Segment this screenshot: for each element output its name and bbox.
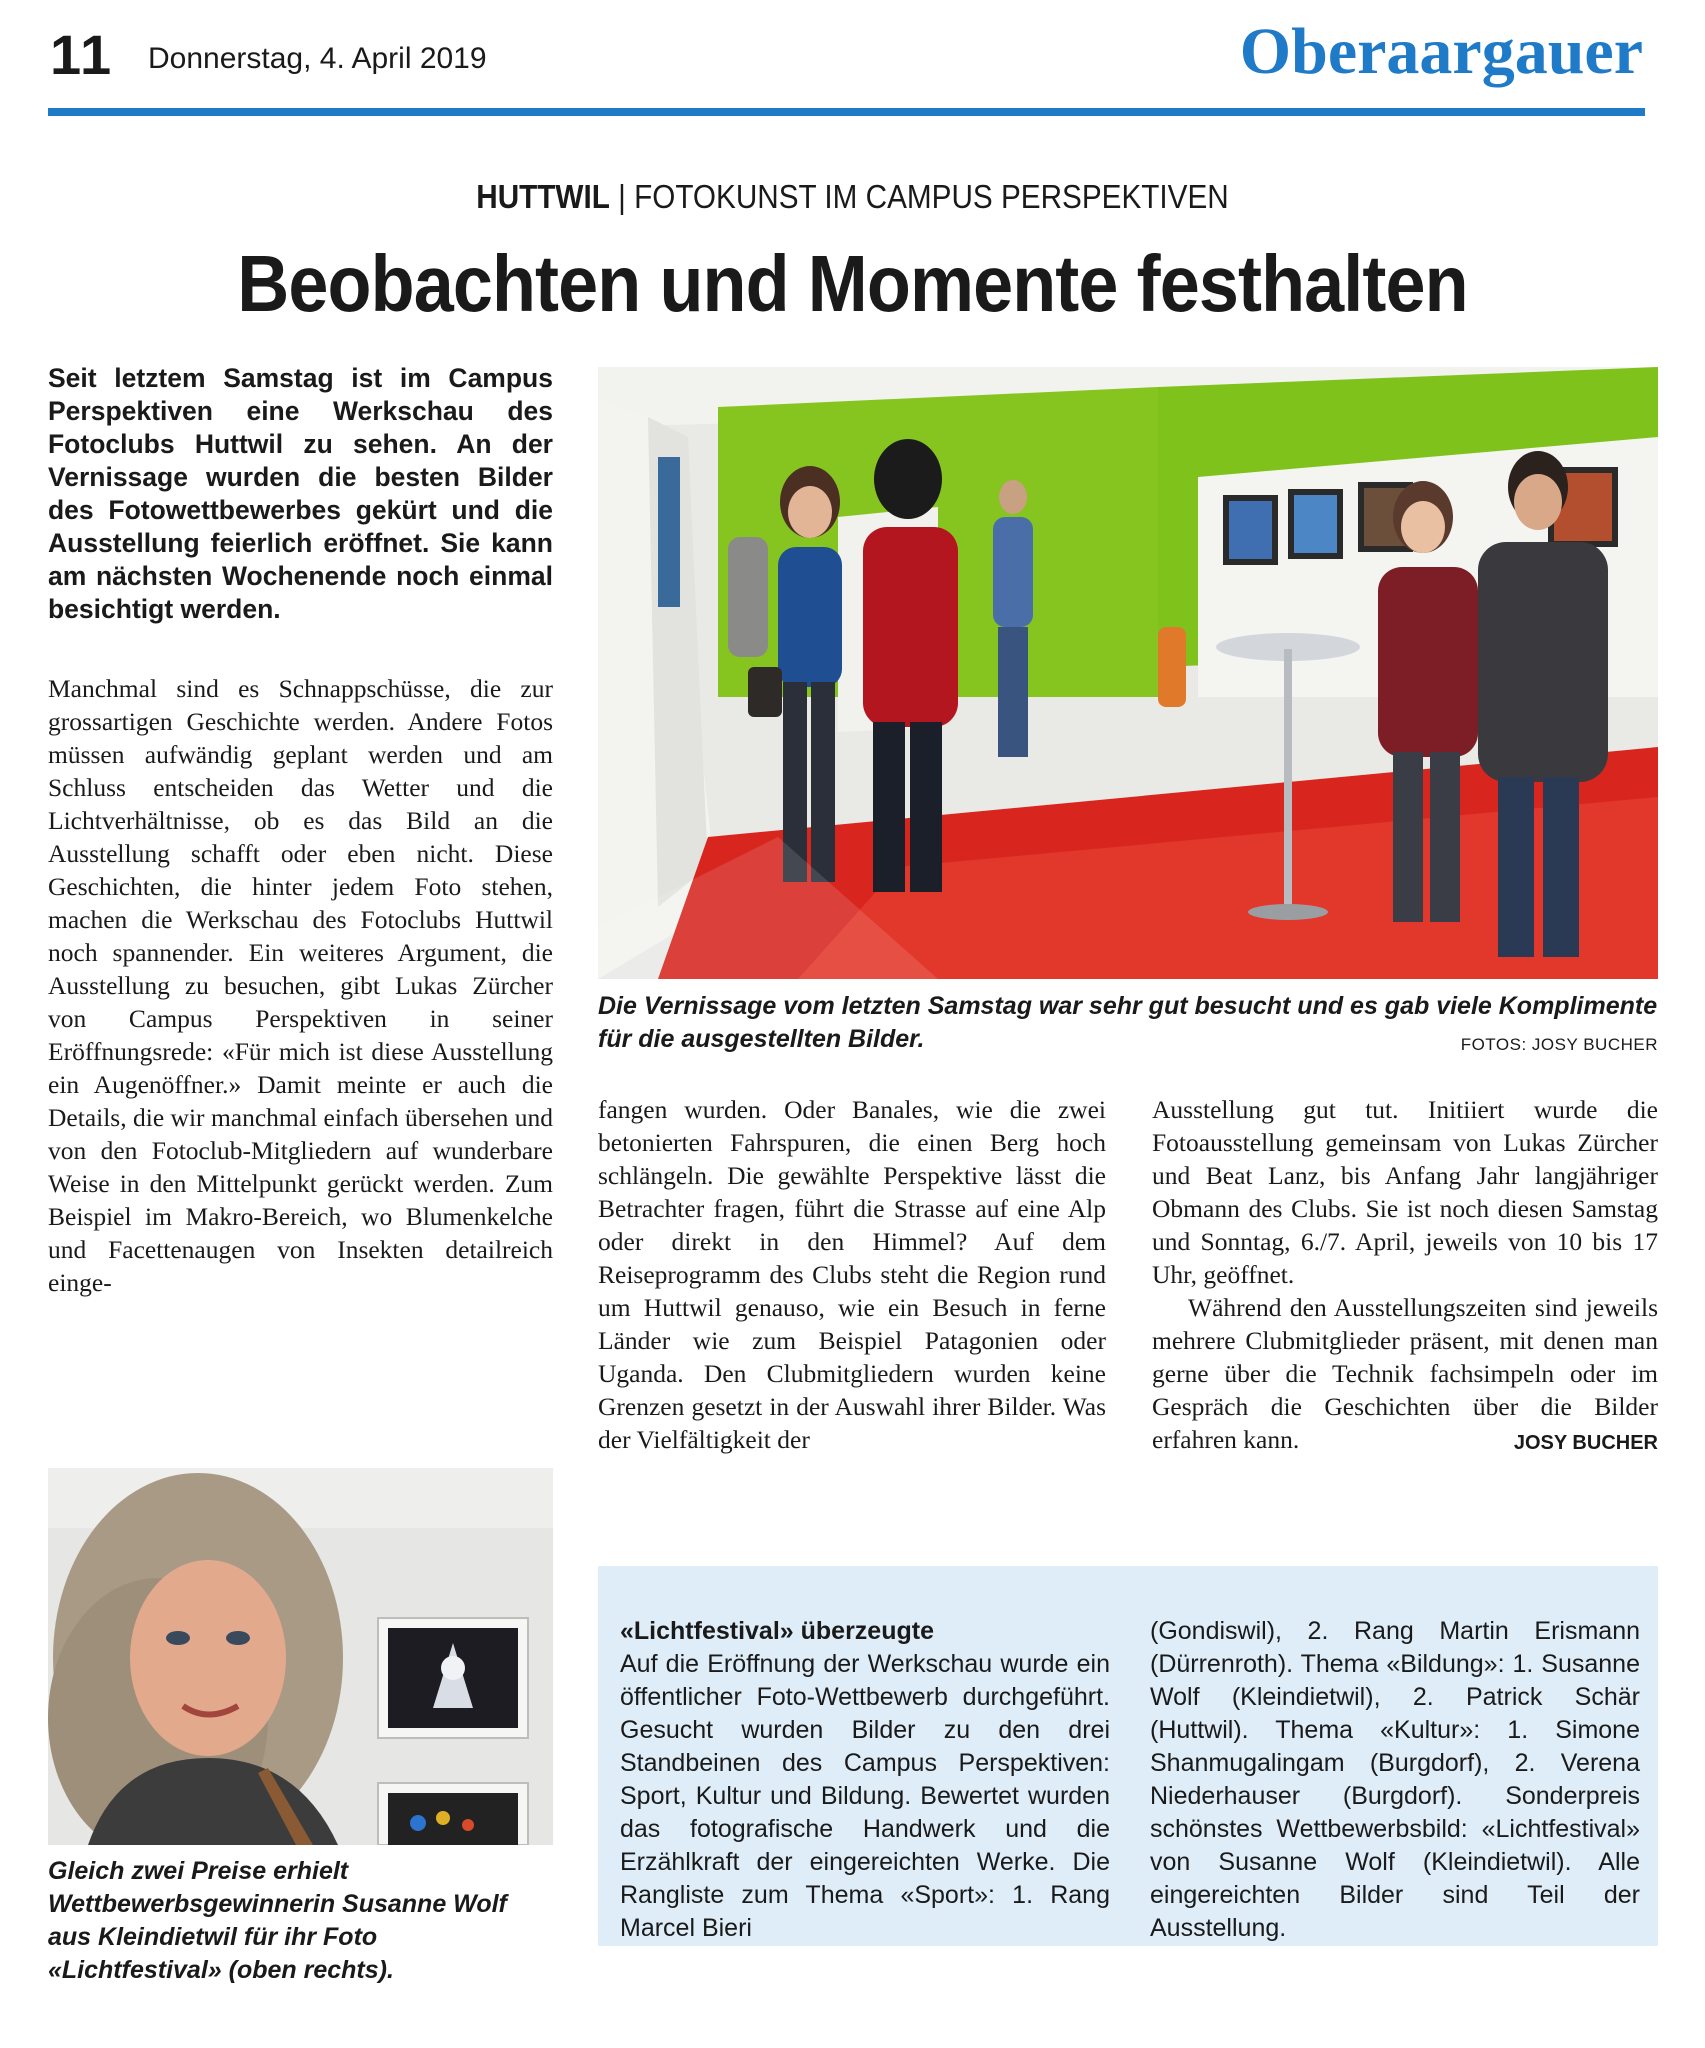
header-rule	[48, 108, 1645, 116]
column-3-paragraph-2	[1152, 1291, 1658, 1456]
headline: Beobachten und Momente festhalten	[237, 239, 1468, 328]
article-column-1: Manchmal sind es Schnappschüsse, die zur grossartigen Geschichte werden. Andere Fotos müssen aufwändig geplant werden und am Schluss entscheiden das Wetter und die Lichtverhältnisse, ob es das Bild an die Ausstellung schafft oder eben nicht. Diese Geschichten, die hinter jedem Foto stehen, machen die Werkschau des Fotoclubs Huttwil noch spannender. Ein weiteres Argument, die Ausstellung zu besuchen, gibt Lukas Zürcher von Campus Perspektiven in seiner Eröffnungsrede: «Für mich ist diese Ausstellung ein Augenöffner.» Damit meinte er auch die Details, die wir manchmal einfach übersehen und von den Fotoclub-Mitgliedern auf wunderbare Weise in den Mittelpunkt gerückt werden. Zum Beispiel im Makro-Bereich, wo Blumenkelche und Facettenaugen von Insekten detailreich einge-	[48, 674, 553, 1297]
kicker-location: HUTTWIL	[476, 178, 610, 215]
photo-credit: FOTOS: JOSY BUCHER	[1460, 1035, 1658, 1054]
portrait-caption: Gleich zwei Preise erhielt Wettbewerbsgewinnerin Susanne Wolf aus Kleindietwil für ihr Foto «Lichtfestival» (oben rechts).	[48, 1857, 507, 1984]
portrait-photo	[48, 1468, 553, 1845]
article-lead	[48, 362, 553, 626]
info-box-column-left	[620, 1615, 1110, 1945]
vernissage-photo	[598, 367, 1658, 979]
main-photo-caption: Die Vernissage vom letzten Samstag war sehr gut besucht und es gab viele Komplimente für die ausgestellten Bilder.	[598, 992, 1658, 1053]
article-column-3	[1152, 1093, 1658, 1460]
column-3-paragraph-2-text: Während den Ausstellungszeiten sind jeweils mehrere Clubmitglieder präsent, mit denen man gerne über die Technik fachsimpeln oder im Gespräch die Geschichten über die Bilder erfahren kann.	[1152, 1293, 1658, 1454]
kicker-topic: FOTOKUNST IM CAMPUS PERSPEKTIVEN	[634, 178, 1229, 215]
info-box-text-left: Auf die Eröffnung der Werkschau wurde ein öffentlicher Foto-Wettbewerb durchgeführt. Gesucht wurden Bilder zu den drei Standbeinen des Campus Perspektiven: Sport, Kultur und Bildung. Bewertet wurden das fotografische Handwerk und die Erzählkraft der eingereichten Werke. Die Rangliste zum Thema «Sport»: 1. Rang Marcel Bieri	[620, 1650, 1110, 1942]
info-box-title: «Lichtfestival» überzeugte	[620, 1617, 934, 1645]
issue-date: Donnerstag, 4. April 2019	[148, 42, 487, 75]
article-column-2: fangen wurden. Oder Banales, wie die zwei betonierten Fahrspuren, die einen Berg hoch schlängeln. Die gewählte Perspektive lässt die Betrachter fragen, führt die Strasse auf eine Alp oder direkt in den Himmel? Auf dem Reiseprogramm des Clubs steht die Region rund um Huttwil genauso, wie ein Besuch in ferne Länder wie zum Beispiel Patagonien oder Uganda. Den Clubmitgliedern wurden keine Grenzen gesetzt in der Auswahl ihrer Bilder. Was der Vielfältigkeit der	[598, 1095, 1106, 1454]
author-byline: JOSY BUCHER	[1513, 1432, 1658, 1454]
article-kicker	[85, 178, 1620, 216]
lead-text: Seit letztem Samstag ist im Campus Perspektiven eine Werkschau des Fotoclubs Huttwil zu sehen. An der Vernissage wurden die besten Bilder des Fotowettbewerbes gekürt und die Ausstellung feierlich eröffnet. Sie kann am nächsten Wochenende noch einmal besichtigt werden.	[48, 363, 553, 624]
masthead: Oberaargauer	[1239, 15, 1643, 88]
kicker-separator: |	[609, 178, 635, 215]
column-3-paragraph-1: Ausstellung gut tut. Initiiert wurde die Fotoausstellung gemeinsam von Lukas Zürcher und Beat Lanz, bis Anfang Jahr langjähriger Obmann des Clubs. Sie ist noch diesen Samstag und Sonntag, 6./7. April, jeweils von 10 bis 17 Uhr, geöffnet.	[1152, 1095, 1658, 1289]
info-box-column-right: (Gondiswil), 2. Rang Martin Erismann (Dürrenroth). Thema «Bildung»: 1. Susanne Wolf (Kleindietwil), 2. Patrick Schär (Huttwil). Thema «Kultur»: 1. Simone Shanmugalingam (Burgdorf), 2. Verena Niederhauser (Burgdorf). Sonderpreis schönstes Wettbewerbsbild: «Lichtfestival» von Susanne Wolf (Kleindietwil). Alle eingereichten Bilder sind Teil der Ausstellung.	[1150, 1617, 1640, 1942]
page-number: 11	[50, 23, 114, 86]
